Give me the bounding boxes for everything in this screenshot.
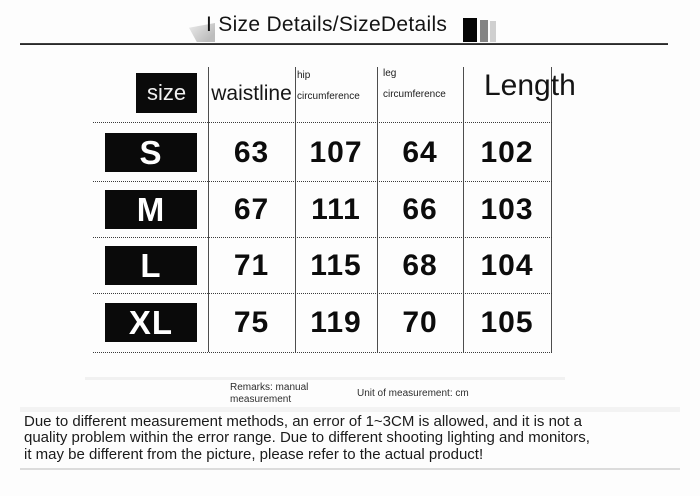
cell-xl-hip: 119 [310, 305, 362, 339]
cell-m-waistline: 67 [233, 192, 270, 226]
disclaimer-line-2: quality problem within the error range. Due to different shooting lighting and monitors, [24, 429, 590, 447]
cell-s-leg: 64 [402, 135, 438, 169]
disclaimer-line-3: it may be different from the picture, please refer to the actual product! [24, 445, 484, 463]
disclaimer-text [24, 414, 692, 463]
cell-l-waistline: 71 [233, 248, 270, 282]
deco-bar-gray [480, 20, 488, 42]
header-hip-line1: hip [297, 70, 311, 81]
cell-xl-length: 105 [480, 305, 534, 339]
cell-l-leg: 68 [402, 248, 438, 282]
header-leg-circumference [383, 68, 455, 100]
title-divider [20, 43, 668, 45]
row-divider [93, 122, 552, 123]
size-badge-l: L [105, 246, 197, 285]
header-leg-line1: leg [383, 68, 397, 79]
header-size-badge: size [136, 73, 197, 113]
header-hip-circumference [297, 70, 369, 102]
disclaimer-line-1: Due to different measurement methods, an error of 1~3CM is allowed, and it is not a [24, 413, 582, 430]
row-divider [93, 352, 552, 353]
header-leg-line2: circumference [383, 89, 446, 100]
row-divider [93, 181, 552, 182]
table-right-border [551, 67, 552, 352]
cell-m-leg: 66 [402, 192, 438, 226]
size-badge-m: M [105, 190, 197, 229]
header-length: Length [484, 69, 576, 102]
cell-xl-leg: 70 [402, 305, 438, 339]
deco-bar-lightgray [490, 21, 496, 42]
header-hip-line2: circumference [297, 91, 360, 102]
size-badge-s: S [105, 133, 197, 172]
unit-note: Unit of measurement: cm [357, 388, 469, 399]
cell-s-length: 102 [480, 135, 534, 169]
bottom-divider [20, 468, 680, 470]
cell-xl-waistline: 75 [233, 305, 270, 339]
remarks-note: Remarks: manual measurement [230, 382, 309, 405]
cell-m-hip: 111 [311, 192, 361, 226]
barcode-decoration [463, 18, 499, 42]
header-waistline: waistline [211, 82, 292, 105]
texture-band [85, 377, 565, 380]
row-divider [93, 293, 552, 294]
cell-l-length: 104 [480, 248, 534, 282]
cell-s-hip: 107 [309, 135, 363, 169]
cell-l-hip: 115 [310, 248, 362, 282]
size-badge-xl: XL [105, 303, 197, 342]
texture-band [20, 407, 680, 412]
row-divider [93, 237, 552, 238]
cell-m-length: 103 [480, 192, 534, 226]
cell-s-waistline: 63 [233, 135, 270, 169]
page-title: I Size Details/SizeDetails [206, 13, 448, 36]
deco-bar-black [463, 18, 477, 42]
